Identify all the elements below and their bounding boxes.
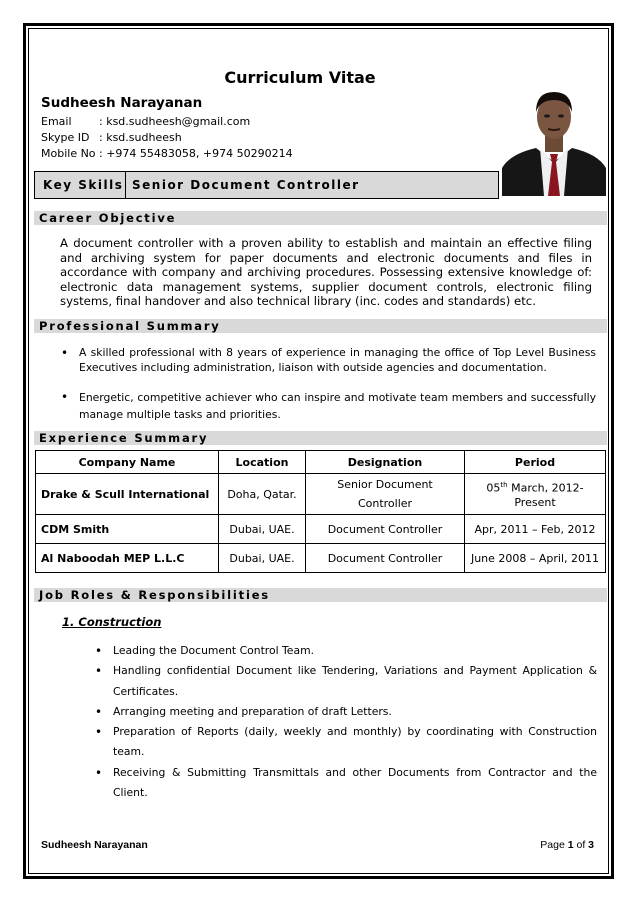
period-rest: March, 2012- Present bbox=[507, 481, 584, 509]
column-header: Company Name bbox=[36, 451, 219, 474]
list-item: • Receiving & Submitting Transmittals and other Documents from Contractor and the Client. bbox=[113, 763, 597, 804]
job-roles-list bbox=[113, 641, 597, 803]
list-item: • A skilled professional with 8 years of experience in managing the office of Top Level Business Executives including administration, liaison with outside agencies and documentation. bbox=[79, 346, 596, 375]
career-objective-heading: Career Objective bbox=[34, 211, 607, 225]
career-objective-text: A document controller with a proven ability to establish and maintain an effective filing and archiving system for paper documents and electronic documents and files in accordance with company and archiving procedures. Possessing extensive knowledge of: electronic data management systems, supplier document controls, electronic filing systems, final handover and also technical library (inc. codes and standards) etc. bbox=[60, 236, 592, 308]
job-roles-subheading: 1. Construction bbox=[62, 615, 162, 629]
list-item: • Arranging meeting and preparation of draft Letters. bbox=[113, 702, 597, 722]
key-skills-label: Key Skills bbox=[35, 172, 126, 198]
key-skills-value: Senior Document Controller bbox=[132, 178, 360, 192]
professional-summary-list bbox=[79, 346, 596, 423]
location-cell: Dubai, UAE. bbox=[219, 544, 306, 573]
profile-photo-image bbox=[502, 84, 606, 196]
contact-label: Skype ID bbox=[41, 131, 90, 144]
designation-cell: Document Controller bbox=[306, 515, 465, 544]
job-roles-heading: Job Roles & Responsibilities bbox=[34, 588, 607, 602]
page-prefix: Page bbox=[540, 839, 568, 851]
professional-summary-heading: Professional Summary bbox=[34, 319, 607, 333]
period-day: 05 bbox=[486, 481, 501, 495]
experience-table bbox=[35, 450, 606, 573]
list-item: • Preparation of Reports (daily, weekly and monthly) by coordinating with Construction team. bbox=[113, 722, 597, 763]
period-superscript: th bbox=[500, 481, 508, 490]
experience-summary-heading: Experience Summary bbox=[34, 431, 607, 445]
key-skills-bar bbox=[34, 171, 499, 199]
company-cell: Al Naboodah MEP L.L.C bbox=[36, 544, 219, 573]
table-row bbox=[36, 544, 606, 573]
page-total: 3 bbox=[588, 839, 594, 851]
list-item: • Leading the Document Control Team. bbox=[113, 641, 597, 661]
contact-value: : ksd.sudheesh bbox=[99, 131, 182, 144]
profile-photo bbox=[502, 84, 606, 196]
contact-label: Email bbox=[41, 115, 72, 128]
location-cell: Dubai, UAE. bbox=[219, 515, 306, 544]
period-cell: Apr, 2011 – Feb, 2012 bbox=[465, 515, 606, 544]
company-cell: Drake & Scull International bbox=[36, 474, 219, 515]
table-row bbox=[36, 474, 606, 515]
designation-cell: Senior Document Controller bbox=[306, 474, 465, 515]
column-header: Designation bbox=[306, 451, 465, 474]
list-item: • Handling confidential Document like Tendering, Variations and Payment Application & Certificates. bbox=[113, 661, 597, 702]
page-mid: of bbox=[573, 839, 589, 851]
table-row bbox=[36, 515, 606, 544]
contact-value: : +974 55483058, +974 50290214 bbox=[99, 147, 293, 160]
page-current: 1 bbox=[567, 839, 574, 851]
period-cell bbox=[465, 474, 606, 515]
contact-value: : ksd.sudheesh@gmail.com bbox=[99, 115, 251, 128]
contact-mobile bbox=[41, 147, 293, 160]
contact-label: Mobile No bbox=[41, 147, 96, 160]
contact-skype bbox=[41, 131, 182, 144]
company-cell: CDM Smith bbox=[36, 515, 219, 544]
document-title: Curriculum Vitae bbox=[224, 68, 376, 87]
table-header-row bbox=[36, 451, 606, 474]
candidate-name: Sudheesh Narayanan bbox=[41, 95, 203, 111]
period-cell: June 2008 – April, 2011 bbox=[465, 544, 606, 573]
location-cell: Doha, Qatar. bbox=[219, 474, 306, 515]
footer-page-number bbox=[540, 839, 594, 851]
designation-cell: Document Controller bbox=[306, 544, 465, 573]
column-header: Location bbox=[219, 451, 306, 474]
contact-email bbox=[41, 115, 250, 128]
footer-name: Sudheesh Narayanan bbox=[41, 839, 148, 851]
column-header: Period bbox=[465, 451, 606, 474]
list-item: • Energetic, competitive achiever who can inspire and motivate team members and successfully manage multiple tasks and priorities. bbox=[79, 389, 596, 423]
